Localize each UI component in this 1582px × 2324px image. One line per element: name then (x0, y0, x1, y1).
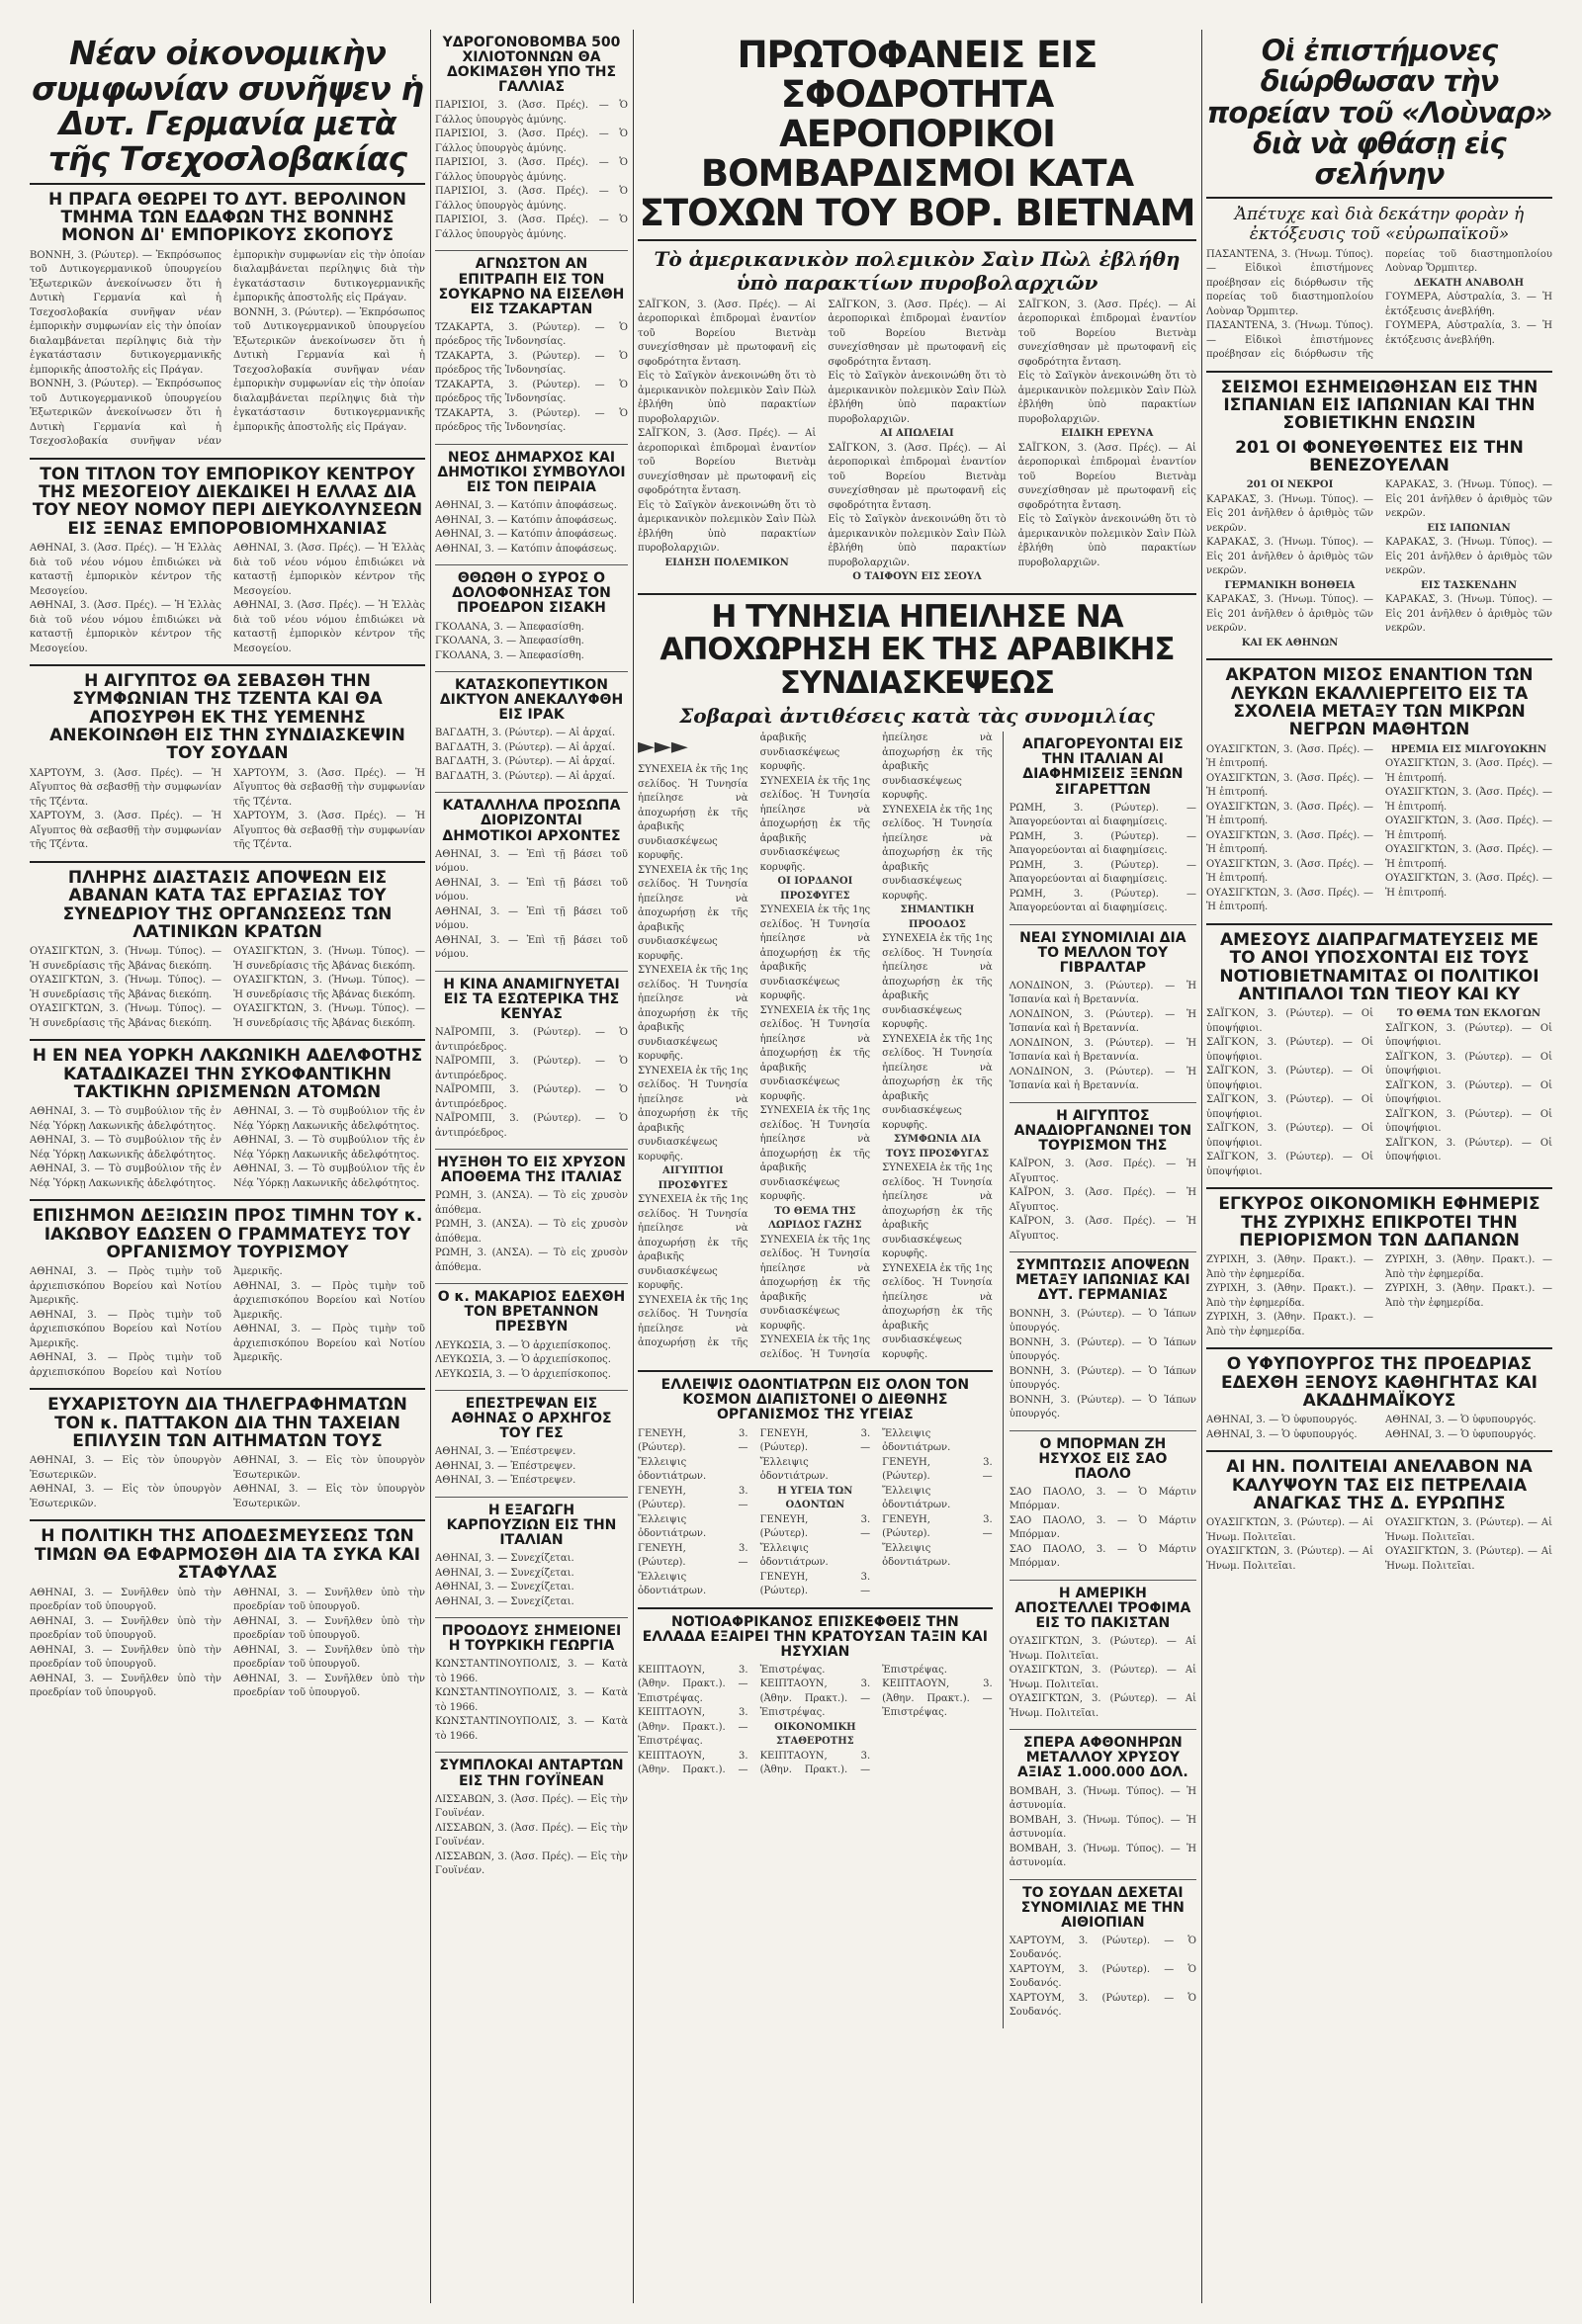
headline-pakistan-food: Η ΑΜΕΡΙΚΗ ΑΠΟΣΤΕΛΛΕΙ ΤΡΟΦΙΜΑ ΕΙΣ ΤΟ ΠΑΚΙΣΤΑΝ (1014, 1585, 1191, 1632)
section-label: ΕΙΣ ΙΑΠΩΝΙΑΝ (1427, 522, 1511, 534)
column-rule (1201, 30, 1202, 2303)
article-body: ΑΘΗΝΑΙ, 3. — Κατόπιν ἀποφάσεως. ΑΘΗΝΑΙ, 3. — Κατόπιν ἀποφάσεως. ΑΘΗΝΑΙ, 3. — Κατόπιν ἀποφάσεως. ΑΘΗΝΑΙ, 3. — Κατόπιν ἀποφάσεως. (435, 500, 617, 555)
headline-egypt-tourism: Η ΑΙΓΥΠΤΟΣ ΑΝΑΔΙΟΡΓΑΝΩΝΕΙ ΤΟΝ ΤΟΥΡΙΣΜΟΝ ΤΗΣ (1013, 1107, 1192, 1155)
headline-gibraltar: ΝΕΑΙ ΣΥΝΟΜΙΛΙΑΙ ΔΙΑ ΤΟ ΜΕΛΛΟΝ ΤΟΥ ΓΙΒΡΑΛΤΑΡ (1019, 929, 1186, 976)
article-body: ►►► ΣΥΝΕΧΕΙΑ ἐκ τῆς 1ης σελίδος. Ἡ Τυνησία ἠπείλησε νὰ ἀποχωρήσῃ ἐκ τῆς ἀραβικῆς συνδιασκέψεως κορυφῆς. ΣΥΝΕΧΕΙΑ ἐκ τῆς 1ης σελίδος. Ἡ Τυνησία ἠπείλησε νὰ ἀποχωρήσῃ ἐκ τῆς ἀραβικῆς συνδιασκέψεως κορυφῆς. ΣΥΝΕΧΕΙΑ ἐκ τῆς 1ης σελίδος. Ἡ Τυνησία ἠπείλησε νὰ ἀποχωρήσῃ ἐκ τῆς ἀραβικῆς συνδιασκέψεως κορυφῆς. ΣΥΝΕΧΕΙΑ ἐκ τῆς 1ης σελίδος. Ἡ Τυνησία ἠπείλησε νὰ ἀποχωρήσῃ ἐκ τῆς ἀραβικῆς συνδιασκέψεως κορυφῆς. ΑΙΓΥΠΤΙΟΙ ΠΡΟΣΦΥΓΕΣ ΣΥΝΕΧΕΙΑ ἐκ τῆς 1ης σελίδος. Ἡ Τυνησία ἠπείλησε νὰ ἀποχωρήσῃ ἐκ τῆς ἀραβικῆς συνδιασκέψεως κορυφῆς. ΣΥΝΕΧΕΙΑ ἐκ τῆς 1ης σελίδος. Ἡ Τυνησία ἠπείλησε νὰ ἀποχωρήσῃ ἐκ τῆς ἀραβικῆς συνδιασκέψεως κορυφῆς. ΣΥΝΕΧΕΙΑ ἐκ τῆς 1ης σελίδος. Ἡ Τυνησία ἠπείλησε νὰ ἀποχωρήσῃ ἐκ τῆς ἀραβικῆς συνδιασκέψεως κορυφῆς. ΟΙ ΙΟΡΔΑΝΟΙ ΠΡΟΣΦΥΓΕΣ ΣΥΝΕΧΕΙΑ ἐκ τῆς 1ης σελίδος. Ἡ Τυνησία ἠπείλησε νὰ ἀποχωρήσῃ ἐκ τῆς ἀραβικῆς συνδιασκέψεως κορυφῆς. ΣΥΝΕΧΕΙΑ ἐκ τῆς 1ης σελίδος. Ἡ Τυνησία ἠπείλησε νὰ ἀποχωρήσῃ ἐκ τῆς ἀραβικῆς συνδιασκέψεως κορυφῆς. ΣΥΝΕΧΕΙΑ ἐκ τῆς 1ης σελίδος. Ἡ Τυνησία ἠπείλησε νὰ ἀποχωρήσῃ ἐκ τῆς ἀραβικῆς συνδιασκέψεως κορυφῆς. ΤΟ ΘΕΜΑ ΤΗΣ ΛΩΡΙΔΟΣ ΓΑΖΗΣ ΣΥΝΕΧΕΙΑ ἐκ τῆς 1ης σελίδος. Ἡ Τυνησία ἠπείλησε νὰ ἀποχωρήσῃ ἐκ τῆς ἀραβικῆς συνδιασκέψεως κορυφῆς. ΣΥΝΕΧΕΙΑ ἐκ τῆς 1ης σελίδος. Ἡ Τυνησία ἠπείλησε νὰ ἀποχωρήσῃ ἐκ τῆς ἀραβικῆς συνδιασκέψεως κορυφῆς. ΣΥΝΕΧΕΙΑ ἐκ τῆς 1ης σελίδος. Ἡ Τυνησία ἠπείλησε νὰ ἀποχωρήσῃ ἐκ τῆς ἀραβικῆς συνδιασκέψεως κορυφῆς. ΣΗΜΑΝΤΙΚΗ ΠΡΟΟΔΟΣ ΣΥΝΕΧΕΙΑ ἐκ τῆς 1ης σελίδος. Ἡ Τυνησία ἠπείλησε νὰ ἀποχωρήσῃ ἐκ τῆς ἀραβικῆς συνδιασκέψεως κορυφῆς. ΣΥΝΕΧΕΙΑ ἐκ τῆς 1ης σελίδος. Ἡ Τυνησία ἠπείλησε νὰ ἀποχωρήσῃ ἐκ τῆς ἀραβικῆς συνδιασκέψεως κορυφῆς. ΣΥΜΦΩΝΙΑ ΔΙΑ ΤΟΥΣ ΠΡΟΣΦΥΓΑΣ ΣΥΝΕΧΕΙΑ ἐκ τῆς 1ης σελίδος. Ἡ Τυνησία ἠπείλησε νὰ ἀποχωρήσῃ ἐκ τῆς ἀραβικῆς συνδιασκέψεως κορυφῆς. ΣΥΝΕΧΕΙΑ ἐκ τῆς 1ης σελίδος. Ἡ Τυνησία ἠπείλησε νὰ ἀποχωρήσῃ ἐκ τῆς ἀραβικῆς συνδιασκέψεως κορυφῆς. (638, 732, 993, 1360)
arrows-icon: ►►► (638, 734, 688, 760)
article-body: ΑΘΗΝΑΙ, 3. — Συνεχίζεται. ΑΘΗΝΑΙ, 3. — Συνεχίζεται. ΑΘΗΝΑΙ, 3. — Συνεχίζεται. ΑΘΗΝΑΙ, 3. — Συνεχίζεται. (435, 1553, 574, 1607)
section-label: ΓΕΡΜΑΝΙΚΗ ΒΟΗΘΕΙΑ (1224, 579, 1356, 591)
headline-laconian-brotherhood: Η ΕΝ ΝΕΑ ΥΟΡΚΗ ΛΑΚΩΝΙΚΗ ΑΔΕΛΦΟΤΗΣ ΚΑΤΑΔΙΚΑΖΕΙ ΤΗΝ ΣΥΚΟΦΑΝΤΙΚΗΝ ΤΑΚΤΙΚΗΝ ΩΡΙΣΜΕΝΩΝ ΑΤΟΜΩΝ (32, 1046, 423, 1102)
section-label: ΕΙΣ ΤΑΣΚΕΝΔΗΝ (1421, 579, 1517, 591)
headline-germany-czech: Νέαν οἰκονομικὴν συμφωνίαν συνῆψεν ἡ Δυτ. Γερμανία μετὰ τῆς Τσεχοσλοβακίας (32, 34, 423, 178)
headline-piraeus-mayor: ΝΕΟΣ ΔΗΜΑΡΧΟΣ ΚΑΙ ΔΗΜΟΤΙΚΟΙ ΣΥΜΒΟΥΛΟΙ ΕΙΣ ΤΟΝ ΠΕΙΡΑΙΑ (437, 449, 626, 496)
article-body: ΣΑΪΓΚΟΝ, 3. (Ρώυτερ). — Οἱ ὑποψήφιοι. ΣΑΪΓΚΟΝ, 3. (Ρώυτερ). — Οἱ ὑποψήφιοι. ΣΑΪΓΚΟΝ, 3. (Ρώυτερ). — Οἱ ὑποψήφιοι. ΣΑΪΓΚΟΝ, 3. (Ρώυτερ). — Οἱ ὑποψήφιοι. ΣΑΪΓΚΟΝ, 3. (Ρώυτερ). — Οἱ ὑποψήφιοι. ΣΑΪΓΚΟΝ, 3. (Ρώυτερ). — Οἱ ὑποψήφιοι. ΤΟ ΘΕΜΑ ΤΩΝ ΕΚΛΟΓΩΝ ΣΑΪΓΚΟΝ, 3. (Ρώυτερ). — Οἱ ὑποψήφιοι. ΣΑΪΓΚΟΝ, 3. (Ρώυτερ). — Οἱ ὑποψήφιοι. ΣΑΪΓΚΟΝ, 3. (Ρώυτερ). — Οἱ ὑποψήφιοι. ΣΑΪΓΚΟΝ, 3. (Ρώυτερ). — Οἱ ὑποψήφιοι. ΣΑΪΓΚΟΝ, 3. (Ρώυτερ). — Οἱ ὑποψήφιοι. (1206, 1008, 1552, 1177)
article-body: ΒΑΓΔΑΤΗ, 3. (Ρώυτερ). — Αἱ ἀρχαί. ΒΑΓΔΑΤΗ, 3. (Ρώυτερ). — Αἱ ἀρχαί. ΒΑΓΔΑΤΗ, 3. (Ρώυτερ). — Αἱ ἀρχαί. ΒΑΓΔΑΤΗ, 3. (Ρώυτερ). — Αἱ ἀρχαί. (435, 728, 616, 782)
article-body: ΣΑΟ ΠΑΟΛΟ, 3. — Ὁ Μάρτιν Μπόρμαν. ΣΑΟ ΠΑΟΛΟ, 3. — Ὁ Μάρτιν Μπόρμαν. ΣΑΟ ΠΑΟΛΟ, 3. — Ὁ Μάρτιν Μπόρμαν. (1009, 1486, 1196, 1570)
article-body: ΒΟΜΒΑΗ, 3. (Ἡνωμ. Τύπος). — Ἡ ἀστυνομία. ΒΟΜΒΑΗ, 3. (Ἡνωμ. Τύπος). — Ἡ ἀστυνομία. ΒΟΜΒΑΗ, 3. (Ἡνωμ. Τύπος). — Ἡ ἀστυνομία. (1009, 1785, 1196, 1869)
headline-h-bomb: ΥΔΡΟΓΟΝΟΒΟΜΒΑ 500 ΧΙΛΙΟΤΟΝΝΩΝ ΘΑ ΔΟΚΙΜΑΣΘΗ ΥΠΟ ΤΗΣ ΓΑΛΛΙΑΣ (442, 35, 621, 96)
section-label: ΗΡΕΜΙΑ ΕΙΣ ΜΙΛΓΟΥΩΚΗΝ (1390, 743, 1547, 755)
section-label: 201 ΟΙ ΝΕΚΡΟΙ (1246, 479, 1334, 491)
article-body: ΚΑΪΡΟΝ, 3. (Ἀσσ. Πρές). — Ἡ Αἴγυπτος. ΚΑΪΡΟΝ, 3. (Ἀσσ. Πρές). — Ἡ Αἴγυπτος. ΚΑΪΡΟΝ, 3. (Ἀσσ. Πρές). — Ἡ Αἴγυπτος. (1009, 1159, 1196, 1242)
article-body: ΒΟΝΝΗ, 3. (Ρώυτερ). — Ὁ Ἰάπων ὑπουργός. ΒΟΝΝΗ, 3. (Ρώυτερ). — Ὁ Ἰάπων ὑπουργός. ΒΟΝΝΗ, 3. (Ρώυτερ). — Ὁ Ἰάπων ὑπουργός. ΒΟΝΝΗ, 3. (Ρώυτερ). — Ὁ Ἰάπων ὑπουργός. (1009, 1308, 1196, 1420)
headline-gold-bombay: ΣΠΕΡΑ ΑΦΘΟΝΗΡΩΝ ΜΕΤΑΛΛΟΥ ΧΡΥΣΟΥ ΑΞΙΑΣ 1.000.000 ΔΟΛ. (1016, 1735, 1188, 1781)
article-body: ΧΑΡΤΟΥΜ, 3. (Ἀσσ. Πρές). — Ἡ Αἴγυπτος θὰ σεβασθῇ τὴν συμφωνίαν τῆς Τζέντα. ΧΑΡΤΟΥΜ, 3. (Ἀσσ. Πρές). — Ἡ Αἴγυπτος θὰ σεβασθῇ τὴν συμφωνίαν τῆς Τζέντα. ΧΑΡΤΟΥΜ, 3. (Ἀσσ. Πρές). — Ἡ Αἴγυπτος θὰ σεβασθῇ τὴν συμφωνίαν τῆς Τζέντα. ΧΑΡΤΟΥΜ, 3. (Ἀσσ. Πρές). — Ἡ Αἴγυπτος θὰ σεβασθῇ τὴν συμφωνίαν τῆς Τζέντα. (30, 767, 425, 851)
headline-hanoi-negotiations: ΑΜΕΣΟΥΣ ΔΙΑΠΡΑΓΜΑΤΕΥΣΕΙΣ ΜΕ ΤΟ ΑΝΟΙ ΥΠΟΣΧΟΝΤΑΙ ΕΙΣ ΤΟΥΣ ΝΟΤΙΟΒΙΕΤΝΑΜΙΤΑΣ ΟΙ ΠΟΛΙΤΙΚΟΙ ΑΝΤΙΠΑΛΟΙ ΤΩΝ ΤΙΕΟΥ ΚΑΙ ΚΥ (1219, 929, 1539, 1004)
headline-japan-germany: ΣΥΜΠΤΩΣΙΣ ΑΠΟΨΕΩΝ ΜΕΤΑΞΥ ΙΑΠΩΝΙΑΣ ΚΑΙ ΔΥΤ. ΓΕΡΜΑΝΙΑΣ (1015, 1257, 1190, 1304)
article-body: ΟΥΑΣΙΓΚΤΩΝ, 3. (Ἡνωμ. Τύπος). — Ἡ συνεδρίασις τῆς Ἀβάνας διεκόπη. ΟΥΑΣΙΓΚΤΩΝ, 3. (Ἡνωμ. Τύπος). — Ἡ συνεδρίασις τῆς Ἀβάνας διεκόπη. ΟΥΑΣΙΓΚΤΩΝ, 3. (Ἡνωμ. Τύπος). — Ἡ συνεδρίασις τῆς Ἀβάνας διεκόπη. ΟΥΑΣΙΓΚΤΩΝ, 3. (Ἡνωμ. Τύπος). — Ἡ συνεδρίασις τῆς Ἀβάνας διεκόπη. ΟΥΑΣΙΓΚΤΩΝ, 3. (Ἡνωμ. Τύπος). — Ἡ συνεδρίασις τῆς Ἀβάνας διεκόπη. ΟΥΑΣΙΓΚΤΩΝ, 3. (Ἡνωμ. Τύπος). — Ἡ συνεδρίασις τῆς Ἀβάνας διεκόπη. (30, 946, 425, 1029)
section-label: ΕΙΔΙΚΗ ΕΡΕΥΝΑ (1061, 428, 1154, 440)
section-label: ΑΙΓΥΠΤΙΟΙ ΠΡΟΣΦΥΓΕΣ (658, 1165, 728, 1191)
article-body: ΣΑΪΓΚΟΝ, 3. (Ἀσσ. Πρές). — Αἱ ἀεροπορικαὶ ἐπιδρομαὶ ἐναντίον τοῦ Βορείου Βιετνὰμ συνεχίσθησαν μὲ πρωτοφανῆ εἰς σφοδρότητα ἔνταση. Εἰς τὸ Σαϊγκὸν ἀνεκοινώθη ὅτι τὸ ἀμερικανικὸν πολεμικὸν Σαὶν Πὼλ ἐβλήθη ὑπὸ παρακτίων πυροβολαρχιῶν. ΣΑΪΓΚΟΝ, 3. (Ἀσσ. Πρές). — Αἱ ἀεροπορικαὶ ἐπιδρομαὶ ἐναντίον τοῦ Βορείου Βιετνὰμ συνεχίσθησαν μὲ πρωτοφανῆ εἰς σφοδρότητα ἔνταση. Εἰς τὸ Σαϊγκὸν ἀνεκοινώθη ὅτι τὸ ἀμερικανικὸν πολεμικὸν Σαὶν Πὼλ ἐβλήθη ὑπὸ παρακτίων πυροβολαρχιῶν. ΕΙΔΗΣΗ ΠΟΛΕΜΙΚΟΝ ΣΑΪΓΚΟΝ, 3. (Ἀσσ. Πρές). — Αἱ ἀεροπορικαὶ ἐπιδρομαὶ ἐναντίον τοῦ Βορείου Βιετνὰμ συνεχίσθησαν μὲ πρωτοφανῆ εἰς σφοδρότητα ἔνταση. Εἰς τὸ Σαϊγκὸν ἀνεκοινώθη ὅτι τὸ ἀμερικανικὸν πολεμικὸν Σαὶν Πὼλ ἐβλήθη ὑπὸ παρακτίων πυροβολαρχιῶν. ΑΙ ΑΠΩΛΕΙΑΙ ΣΑΪΓΚΟΝ, 3. (Ἀσσ. Πρές). — Αἱ ἀεροπορικαὶ ἐπιδρομαὶ ἐναντίον τοῦ Βορείου Βιετνὰμ συνεχίσθησαν μὲ πρωτοφανῆ εἰς σφοδρότητα ἔνταση. Εἰς τὸ Σαϊγκὸν ἀνεκοινώθη ὅτι τὸ ἀμερικανικὸν πολεμικὸν Σαὶν Πὼλ ἐβλήθη ὑπὸ παρακτίων πυροβολαρχιῶν. Ο ΤΑΙΦΟΥΝ ΕΙΣ ΣΕΟΥΛ ΣΑΪΓΚΟΝ, 3. (Ἀσσ. Πρές). — Αἱ ἀεροπορικαὶ ἐπιδρομαὶ ἐναντίον τοῦ Βορείου Βιετνὰμ συνεχίσθησαν μὲ πρωτοφανῆ εἰς σφοδρότητα ἔνταση. Εἰς τὸ Σαϊγκὸν ἀνεκοινώθη ὅτι τὸ ἀμερικανικὸν πολεμικὸν Σαὶν Πὼλ ἐβλήθη ὑπὸ παρακτίων πυροβολαρχιῶν. ΕΙΔΙΚΗ ΕΡΕΥΝΑ ΣΑΪΓΚΟΝ, 3. (Ἀσσ. Πρές). — Αἱ ἀεροπορικαὶ ἐπιδρομαὶ ἐναντίον τοῦ Βορείου Βιετνὰμ συνεχίσθησαν μὲ πρωτοφανῆ εἰς σφοδρότητα ἔνταση. Εἰς τὸ Σαϊγκὸν ἀνεκοινώθη ὅτι τὸ ἀμερικανικὸν πολεμικὸν Σαὶν Πὼλ ἐβλήθη ὑπὸ παρακτίων πυροβολαρχιῶν. (638, 299, 1196, 585)
column-2 (435, 30, 628, 1887)
article-body: ΓΚΟΛΑΝΑ, 3. — Ἀπεφασίσθη. ΓΚΟΛΑΝΑ, 3. — Ἀπεφασίσθη. ΓΚΟΛΑΝΑ, 3. — Ἀπεφασίσθη. (435, 621, 584, 661)
section-label: Ο ΤΑΙΦΟΥΝ ΕΙΣ ΣΕΟΥΛ (852, 571, 982, 583)
headline-havana-conference: ΠΛΗΡΗΣ ΔΙΑΣΤΑΣΙΣ ΑΠΟΨΕΩΝ ΕΙΣ ΑΒΑΝΑΝ ΚΑΤΑ ΤΑΣ ΕΡΓΑΣΙΑΣ ΤΟΥ ΣΥΝΕΔΡΙΟΥ ΤΗΣ ΟΡΓΑΝΩΣΕΩΣ ΤΩΝ ΛΑΤΙΝΙΚΩΝ ΚΡΑΤΩΝ (62, 867, 393, 942)
subheadline-saint-paul: Τὸ ἀμερικανικὸν πολεμικὸν Σαὶν Πὼλ ἐβλήθη ὑπὸ παρακτίων πυροβολαρχιῶν (654, 246, 1181, 295)
tunisia-side-column (1003, 732, 1196, 2028)
headline-hatred-schools: ΑΚΡΑΤΟΝ ΜΙΣΟΣ ΕΝΑΝΤΙΟΝ ΤΩΝ ΛΕΥΚΩΝ ΕΚΑΛΛΙΕΡΓΕΙΤΟ ΕΙΣ ΤΑ ΣΧΟΛΕΙΑ ΜΕΤΑΞΥ ΤΩΝ ΜΙΚΡΩΝ ΝΕΓΡΩΝ ΜΑΘΗΤΩΝ (1225, 665, 1534, 740)
headline-guinea-clashes: ΣΥΜΠΛΟΚΑΙ ΑΝΤΑΡΤΩΝ ΕΙΣ ΤΗΝ ΓΟΥΪΝΕΑΝ (439, 1758, 624, 1789)
headline-makarios: Ο κ. ΜΑΚΑΡΙΟΣ ΕΔΕΧΘΗ ΤΟΝ ΒΡΕΤΑΝΝΟΝ ΠΡΕΣΒΥΝ (437, 1289, 626, 1335)
column-rule (633, 30, 634, 2303)
section-label: ΣΥΜΦΩΝΙΑ ΔΙΑ ΤΟΥΣ ΠΡΟΣΦΥΓΑΣ (885, 1134, 990, 1160)
article-body: ΡΩΜΗ, 3. (ΑΝΣΑ). — Τὸ εἰς χρυσὸν ἀπόθεμα. ΡΩΜΗ, 3. (ΑΝΣΑ). — Τὸ εἰς χρυσὸν ἀπόθεμα. ΡΩΜΗ, 3. (ΑΝΣΑ). — Τὸ εἰς χρυσὸν ἀπόθεμα. (435, 1190, 628, 1273)
column-3 (638, 30, 1196, 2028)
article-body: ΑΘΗΝΑΙ, 3. (Ἀσσ. Πρές). — Ἡ Ἑλλὰς διὰ τοῦ νέου νόμου ἐπιδιώκει νὰ καταστῇ ἐμπορικὸν κέντρον τῆς Μεσογείου. ΑΘΗΝΑΙ, 3. (Ἀσσ. Πρές). — Ἡ Ἑλλὰς διὰ τοῦ νέου νόμου ἐπιδιώκει νὰ καταστῇ ἐμπορικὸν κέντρον τῆς Μεσογείου. ΑΘΗΝΑΙ, 3. (Ἀσσ. Πρές). — Ἡ Ἑλλὰς διὰ τοῦ νέου νόμου ἐπιδιώκει νὰ καταστῇ ἐμπορικὸν κέντρον τῆς Μεσογείου. ΑΘΗΝΑΙ, 3. (Ἀσσ. Πρές). — Ἡ Ἑλλὰς διὰ τοῦ νέου νόμου ἐπιδιώκει νὰ καταστῇ ἐμπορικὸν κέντρον τῆς Μεσογείου. (30, 543, 425, 654)
section-label: Η ΥΓΕΙΑ ΤΩΝ ΟΔΟΝΤΩΝ (777, 1485, 853, 1510)
headline-china-kenya: Η ΚΙΝΑ ΑΝΑΜΙΓΝΥΕΤΑΙ ΕΙΣ ΤΑ ΕΣΩΤΕΡΙΚΑ ΤΗΣ ΚΕΝΥΑΣ (443, 976, 620, 1022)
article-body: ΑΘΗΝΑΙ, 3. — Ὁ ὑφυπουργός. ΑΘΗΝΑΙ, 3. — Ὁ ὑφυπουργός. ΑΘΗΝΑΙ, 3. — Ὁ ὑφυπουργός. ΑΘΗΝΑΙ, 3. — Ὁ ὑφυπουργός. (1206, 1415, 1537, 1440)
article-body: ΟΥΑΣΙΓΚΤΩΝ, 3. (Ρώυτερ). — Αἱ Ἡνωμ. Πολιτεῖαι. ΟΥΑΣΙΓΚΤΩΝ, 3. (Ρώυτερ). — Αἱ Ἡνωμ. Πολιτεῖαι. ΟΥΑΣΙΓΚΤΩΝ, 3. (Ρώυτερ). — Αἱ Ἡνωμ. Πολιτεῖαι. (1009, 1636, 1196, 1719)
headline-south-african: ΝΟΤΙΟΑΦΡΙΚΑΝΟΣ ΕΠΙΣΚΕΦΘΕΙΣ ΤΗΝ ΕΛΛΑΔΑ ΕΞΑΙΡΕΙ ΤΗΝ ΚΡΑΤΟΥΣΑΝ ΤΑΞΙΝ ΚΑΙ ΗΣΥΧΙΑΝ (642, 1613, 988, 1660)
headline-municipal-leaders: ΚΑΤΑΛΛΗΛΑ ΠΡΟΣΩΠΑ ΔΙΟΡΙΖΟΝΤΑΙ ΔΗΜΟΤΙΚΟΙ ΑΡΧΟΝΤΕΣ (442, 798, 621, 844)
article-body: ΟΥΑΣΙΓΚΤΩΝ, 3. (Ἀσσ. Πρές). — Ἡ ἐπιτροπή. ΟΥΑΣΙΓΚΤΩΝ, 3. (Ἀσσ. Πρές). — Ἡ ἐπιτροπή. ΟΥΑΣΙΓΚΤΩΝ, 3. (Ἀσσ. Πρές). — Ἡ ἐπιτροπή. ΟΥΑΣΙΓΚΤΩΝ, 3. (Ἀσσ. Πρές). — Ἡ ἐπιτροπή. ΟΥΑΣΙΓΚΤΩΝ, 3. (Ἀσσ. Πρές). — Ἡ ἐπιτροπή. ΟΥΑΣΙΓΚΤΩΝ, 3. (Ἀσσ. Πρές). — Ἡ ἐπιτροπή. ΗΡΕΜΙΑ ΕΙΣ ΜΙΛΓΟΥΩΚΗΝ ΟΥΑΣΙΓΚΤΩΝ, 3. (Ἀσσ. Πρές). — Ἡ ἐπιτροπή. ΟΥΑΣΙΓΚΤΩΝ, 3. (Ἀσσ. Πρές). — Ἡ ἐπιτροπή. ΟΥΑΣΙΓΚΤΩΝ, 3. (Ἀσσ. Πρές). — Ἡ ἐπιτροπή. ΟΥΑΣΙΓΚΤΩΝ, 3. (Ἀσσ. Πρές). — Ἡ ἐπιτροπή. ΟΥΑΣΙΓΚΤΩΝ, 3. (Ἀσσ. Πρές). — Ἡ ἐπιτροπή. (1206, 743, 1552, 913)
article-body: ΡΩΜΗ, 3. (Ρώυτερ). — Ἀπαγορεύονται αἱ διαφημίσεις. ΡΩΜΗ, 3. (Ρώυτερ). — Ἀπαγορεύονται αἱ διαφημίσεις. ΡΩΜΗ, 3. (Ρώυτερ). — Ἀπαγορεύονται αἱ διαφημίσεις. ΡΩΜΗ, 3. (Ρώυτερ). — Ἀπαγορεύονται αἱ διαφημίσεις. (1009, 802, 1196, 914)
section-label: ΤΟ ΘΕΜΑ ΤΗΣ ΛΩΡΙΔΟΣ ΓΑΖΗΣ (768, 1205, 862, 1232)
section-label: ΕΙΔΗΣΗ ΠΟΛΕΜΙΚΟΝ (664, 557, 789, 568)
tunisia-article (638, 732, 993, 2028)
headline-mediterranean-trade: ΤΟΝ ΤΙΤΛΟΝ ΤΟΥ ΕΜΠΟΡΙΚΟΥ ΚΕΝΤΡΟΥ ΤΗΣ ΜΕΣΟΓΕΙΟΥ ΔΙΕΚΔΙΚΕΙ Η ΕΛΛΑΣ ΔΙΑ ΤΟΥ ΝΕΟΥ ΝΟΜΟΥ ΠΕΡΙ ΔΙΕΥΚΟΛΥΝΣΕΩΝ ΕΙΣ ΞΕΝΑΣ ΕΜΠΟΡΟΒΙΟΜΗΧΑΝΙΑΣ (32, 464, 423, 539)
headline-price-policy: Η ΠΟΛΙΤΙΚΗ ΤΗΣ ΑΠΟΔΕΣΜΕΥΣΕΩΣ ΤΩΝ ΤΙΜΩΝ ΘΑ ΕΦΑΡΜΟΣΘΗ ΔΙΑ ΤΑ ΣΥΚΑ ΚΑΙ ΣΤΑΦΥΛΑΣ (34, 1526, 421, 1584)
headline-us-oil: ΑΙ ΗΝ. ΠΟΛΙΤΕΙΑΙ ΑΝΕΛΑΒΟΝ ΝΑ ΚΑΛΥΨΟΥΝ ΤΑΣ ΕΙΣ ΠΕΤΡΕΛΑΙΑ ΑΝΑΓΚΑΣ ΤΗΣ Δ. ΕΥΡΩΠΗΣ (1226, 1457, 1533, 1514)
article-body: ΑΘΗΝΑΙ, 3. — Τὸ συμβούλιον τῆς ἐν Νέᾳ Ὑόρκῃ Λακωνικῆς ἀδελφότητος. ΑΘΗΝΑΙ, 3. — Τὸ συμβούλιον τῆς ἐν Νέᾳ Ὑόρκῃ Λακωνικῆς ἀδελφότητος. ΑΘΗΝΑΙ, 3. — Τὸ συμβούλιον τῆς ἐν Νέᾳ Ὑόρκῃ Λακωνικῆς ἀδελφότητος. ΑΘΗΝΑΙ, 3. — Τὸ συμβούλιον τῆς ἐν Νέᾳ Ὑόρκῃ Λακωνικῆς ἀδελφότητος. ΑΘΗΝΑΙ, 3. — Τὸ συμβούλιον τῆς ἐν Νέᾳ Ὑόρκῃ Λακωνικῆς ἀδελφότητος. ΑΘΗΝΑΙ, 3. — Τὸ συμβούλιον τῆς ἐν Νέᾳ Ὑόρκῃ Λακωνικῆς ἀδελφότητος. (30, 1106, 425, 1189)
article-body: ΖΥΡΙΧΗ, 3. (Ἀθην. Πρακτ.). — Ἀπὸ τὴν ἐφημερίδα. ΖΥΡΙΧΗ, 3. (Ἀθην. Πρακτ.). — Ἀπὸ τὴν ἐφημερίδα. ΖΥΡΙΧΗ, 3. (Ἀθην. Πρακτ.). — Ἀπὸ τὴν ἐφημερίδα. ΖΥΡΙΧΗ, 3. (Ἀθην. Πρακτ.). — Ἀπὸ τὴν ἐφημερίδα. ΖΥΡΙΧΗ, 3. (Ἀθην. Πρακτ.). — Ἀπὸ τὴν ἐφημερίδα. (1206, 1254, 1552, 1337)
headline-italy-gold: ΗΥΞΗΘΗ ΤΟ ΕΙΣ ΧΡΥΣΟΝ ΑΠΟΘΕΜΑ ΤΗΣ ΙΤΑΛΙΑΣ (437, 1155, 626, 1186)
section-label: ΣΗΜΑΝΤΙΚΗ ΠΡΟΟΔΟΣ (900, 904, 975, 930)
article-body: ΚΕΙΠΤΑΟΥΝ, 3. (Ἀθην. Πρακτ.). — Ἐπιστρέψας. ΚΕΙΠΤΑΟΥΝ, 3. (Ἀθην. Πρακτ.). — Ἐπιστρέψας. ΚΕΙΠΤΑΟΥΝ, 3. (Ἀθην. Πρακτ.). — Ἐπιστρέψας. ΚΕΙΠΤΑΟΥΝ, 3. (Ἀθην. Πρακτ.). — Ἐπιστρέψας. ΟΙΚΟΝΟΜΙΚΗ ΣΤΑΘΕΡΟΤΗΣ ΚΕΙΠΤΑΟΥΝ, 3. (Ἀθην. Πρακτ.). — Ἐπιστρέψας. ΚΕΙΠΤΑΟΥΝ, 3. (Ἀθην. Πρακτ.). — Ἐπιστρέψας. (638, 1664, 993, 1776)
headline-earthquakes: ΣΕΙΣΜΟΙ ΕΣΗΜΕΙΩΘΗΣΑΝ ΕΙΣ ΤΗΝ ΙΣΠΑΝΙΑΝ ΕΙΣ ΙΑΠΩΝΙΑΝ ΚΑΙ ΤΗΝ ΣΟΒΙΕΤΙΚΗΝ ΕΝΩΣΙΝ (1220, 377, 1538, 434)
article-body: ΠΑΣΑΝΤΕΝΑ, 3. (Ἡνωμ. Τύπος). — Εἰδικοὶ ἐπιστήμονες προέβησαν εἰς διόρθωσιν τῆς πορείας τοῦ διαστημοπλοίου Λοὺναρ Ὄρμπιτερ. ΠΑΣΑΝΤΕΝΑ, 3. (Ἡνωμ. Τύπος). — Εἰδικοὶ ἐπιστήμονες προέβησαν εἰς διόρθωσιν τῆς πορείας τοῦ διαστημοπλοίου Λοὺναρ Ὄρμπιτερ. ΔΕΚΑΤΗ ΑΝΑΒΟΛΗ ΓΟΥΜΕΡΑ, Αὐστραλία, 3. — Ἡ ἐκτόξευσις ἀνεβλήθη. ΓΟΥΜΕΡΑ, Αὐστραλία, 3. — Ἡ ἐκτόξευσις ἀνεβλήθη. (1206, 248, 1552, 361)
article-body: 201 ΟΙ ΝΕΚΡΟΙ ΚΑΡΑΚΑΣ, 3. (Ἡνωμ. Τύπος). — Εἰς 201 ἀνῆλθεν ὁ ἀριθμὸς τῶν νεκρῶν. ΚΑΡΑΚΑΣ, 3. (Ἡνωμ. Τύπος). — Εἰς 201 ἀνῆλθεν ὁ ἀριθμὸς τῶν νεκρῶν. ΓΕΡΜΑΝΙΚΗ ΒΟΗΘΕΙΑ ΚΑΡΑΚΑΣ, 3. (Ἡνωμ. Τύπος). — Εἰς 201 ἀνῆλθεν ὁ ἀριθμὸς τῶν νεκρῶν. ΚΑΙ ΕΚ ΑΘΗΝΩΝ ΚΑΡΑΚΑΣ, 3. (Ἡνωμ. Τύπος). — Εἰς 201 ἀνῆλθεν ὁ ἀριθμὸς τῶν νεκρῶν. ΕΙΣ ΙΑΠΩΝΙΑΝ ΚΑΡΑΚΑΣ, 3. (Ἡνωμ. Τύπος). — Εἰς 201 ἀνῆλθεν ὁ ἀριθμὸς τῶν νεκρῶν. ΕΙΣ ΤΑΣΚΕΝΔΗΝ ΚΑΡΑΚΑΣ, 3. (Ἡνωμ. Τύπος). — Εἰς 201 ἀνῆλθεν ὁ ἀριθμὸς τῶν νεκρῶν. (1206, 478, 1552, 650)
article-body: ΝΑΪΡΟΜΠΙ, 3. (Ρώυτερ). — Ὁ ἀντιπρόεδρος. ΝΑΪΡΟΜΠΙ, 3. (Ρώυτερ). — Ὁ ἀντιπρόεδρος. ΝΑΪΡΟΜΠΙ, 3. (Ρώυτερ). — Ὁ ἀντιπρόεδρος. ΝΑΪΡΟΜΠΙ, 3. (Ρώυτερ). — Ὁ ἀντιπρόεδρος. (435, 1027, 628, 1139)
subheadline-prague: Η ΠΡΑΓΑ ΘΕΩΡΕΙ ΤΟ ΔΥΤ. ΒΕΡΟΛΙΝΟΝ ΤΜΗΜΑ ΤΩΝ ΕΔΑΦΩΝ ΤΗΣ ΒΟΝΝΗΣ ΜΟΝΟΝ ΔΙ' ΕΜΠΟΡΙΚΟΥΣ ΣΚΟΠΟΥΣ (47, 189, 406, 246)
headline-lunar: Οἱ ἐπιστήμονες διώρθωσαν τὴν πορείαν τοῦ «Λοὺναρ» διὰ νὰ φθάσῃ εἰς σελήνην (1206, 34, 1552, 192)
article-body: ΑΘΗΝΑΙ, 3. — Ἐπέστρεψεν. ΑΘΗΝΑΙ, 3. — Ἐπέστρεψεν. ΑΘΗΝΑΙ, 3. — Ἐπέστρεψεν. (435, 1446, 576, 1487)
headline-watermelon-export: Η ΕΞΑΓΩΓΗ ΚΑΡΠΟΥΖΙΩΝ ΕΙΣ ΤΗΝ ΙΤΑΛΙΑΝ (446, 1502, 617, 1549)
article-body: ΑΘΗΝΑΙ, 3. — Εἰς τὸν ὑπουργὸν Ἐσωτερικῶν. ΑΘΗΝΑΙ, 3. — Εἰς τὸν ὑπουργὸν Ἐσωτερικῶν. ΑΘΗΝΑΙ, 3. — Εἰς τὸν ὑπουργὸν Ἐσωτερικῶν. ΑΘΗΝΑΙ, 3. — Εἰς τὸν ὑπουργὸν Ἐσωτερικῶν. (30, 1455, 425, 1509)
section-label: ΤΟ ΘΕΜΑ ΤΩΝ ΕΚΛΟΓΩΝ (1396, 1008, 1541, 1020)
article-body: ΠΑΡΙΣΙΟΙ, 3. (Ἀσσ. Πρές). — Ὁ Γάλλος ὑπουργὸς ἀμύνης. ΠΑΡΙΣΙΟΙ, 3. (Ἀσσ. Πρές). — Ὁ Γάλλος ὑπουργὸς ἀμύνης. ΠΑΡΙΣΙΟΙ, 3. (Ἀσσ. Πρές). — Ὁ Γάλλος ὑπουργὸς ἀμύνης. ΠΑΡΙΣΙΟΙ, 3. (Ἀσσ. Πρές). — Ὁ Γάλλος ὑπουργὸς ἀμύνης. ΠΑΡΙΣΙΟΙ, 3. (Ἀσσ. Πρές). — Ὁ Γάλλος ὑπουργὸς ἀμύνης. (435, 100, 628, 240)
headline-italy-cigarettes: ΑΠΑΓΟΡΕΥΟΝΤΑΙ ΕΙΣ ΤΗΝ ΙΤΑΛΙΑΝ ΑΙ ΔΙΑΦΗΜΙΣΕΙΣ ΞΕΝΩΝ ΣΙΓΑΡΕΤΤΩΝ (1022, 736, 1184, 798)
headline-undersecretary: Ο ΥΦΥΠΟΥΡΓΟΣ ΤΗΣ ΠΡΟΕΔΡΙΑΣ ΕΔΕΧΘΗ ΞΕΝΟΥΣ ΚΑΘΗΓΗΤΑΣ ΚΑΙ ΑΚΑΔΗΜΑΪΚΟΥΣ (1221, 1354, 1538, 1412)
headline-bormann: Ο ΜΠΟΡΜΑΝ ΖΗ ΗΣΥΧΟΣ ΕΙΣ ΣΑΟ ΠΑΟΛΟ (1038, 1435, 1168, 1482)
article-body: ΛΙΣΣΑΒΩΝ, 3. (Ἀσσ. Πρές). — Εἰς τὴν Γουϊνέαν. ΛΙΣΣΑΒΩΝ, 3. (Ἀσσ. Πρές). — Εἰς τὴν Γουϊνέαν. ΛΙΣΣΑΒΩΝ, 3. (Ἀσσ. Πρές). — Εἰς τὴν Γουϊνέαν. (435, 1793, 628, 1877)
headline-turkish-agriculture: ΠΡΟΟΔΟΥΣ ΣΗΜΕΙΟΝΕΙ Η ΤΟΥΡΚΙΚΗ ΓΕΩΡΓΙΑ (441, 1623, 622, 1655)
article-body: ΧΑΡΤΟΥΜ, 3. (Ρώυτερ). — Ὁ Σουδανός. ΧΑΡΤΟΥΜ, 3. (Ρώυτερ). — Ὁ Σουδανός. ΧΑΡΤΟΥΜ, 3. (Ρώυτερ). — Ὁ Σουδανός. (1009, 1935, 1196, 2019)
subheadline-lunar: Ἀπέτυχε καὶ διὰ δεκάτην φορὰν ἡ ἐκτόξευσις τοῦ «εὐρωπαϊκοῦ» (1234, 204, 1525, 244)
article-body: ΒΟΝΝΗ, 3. (Ρώυτερ). — Ἐκπρόσωπος τοῦ Δυτικογερμανικοῦ ὑπουργείου Ἐξωτερικῶν ἀνεκοίνωσεν ὅτι ἡ Δυτικὴ Γερμανία καὶ ἡ Τσεχοσλοβακία συνῆψαν νέαν ἐμπορικὴν συμφωνίαν εἰς τὴν ὁποίαν διαλαμβάνεται περίληψις διὰ τὴν ἐγκατάστασιν δυτικογερμανικῆς ἐμπορικῆς ἀποστολῆς εἰς Πράγαν. ΒΟΝΝΗ, 3. (Ρώυτερ). — Ἐκπρόσωπος τοῦ Δυτικογερμανικοῦ ὑπουργείου Ἐξωτερικῶν ἀνεκοίνωσεν ὅτι ἡ Δυτικὴ Γερμανία καὶ ἡ Τσεχοσλοβακία συνῆψαν νέαν ἐμπορικὴν συμφωνίαν εἰς τὴν ὁποίαν διαλαμβάνεται περίληψις διὰ τὴν ἐγκατάστασιν δυτικογερμανικῆς ἐμπορικῆς ἀποστολῆς εἰς Πράγαν. ΒΟΝΝΗ, 3. (Ρώυτερ). — Ἐκπρόσωπος τοῦ Δυτικογερμανικοῦ ὑπουργείου Ἐξωτερικῶν ἀνεκοίνωσεν ὅτι ἡ Δυτικὴ Γερμανία καὶ ἡ Τσεχοσλοβακία συνῆψαν νέαν ἐμπορικὴν συμφωνίαν εἰς τὴν ὁποίαν διαλαμβάνεται περίληψις διὰ τὴν ἐγκατάστασιν δυτικογερμανικῆς ἐμπορικῆς ἀποστολῆς εἰς Πράγαν. (30, 249, 425, 448)
article-body: ΚΩΝΣΤΑΝΤΙΝΟΥΠΟΛΙΣ, 3. — Κατὰ τὸ 1966. ΚΩΝΣΤΑΝΤΙΝΟΥΠΟΛΙΣ, 3. — Κατὰ τὸ 1966. ΚΩΝΣΤΑΝΤΙΝΟΥΠΟΛΙΣ, 3. — Κατὰ τὸ 1966. (435, 1659, 628, 1742)
column-rule (430, 30, 431, 2303)
subheadline-tunisia: Σοβαραὶ ἀντιθέσεις κατὰ τὰς συνομιλίας (679, 704, 1155, 729)
section-label: ΟΙ ΙΟΡΔΑΝΟΙ ΠΡΟΣΦΥΓΕΣ (777, 876, 853, 902)
column-4 (1206, 30, 1552, 1582)
section-label: ΚΑΙ ΕΚ ΑΘΗΝΩΝ (1241, 637, 1339, 648)
headline-spy-network-iraq: ΚΑΤΑΣΚΟΠΕΥΤΙΚΟΝ ΔΙΚΤΥΟΝ ΑΝΕΚΑΛΥΦΘΗ ΕΙΣ ΙΡΑΚ (439, 677, 624, 724)
headline-ges-chief: ΕΠΕΣΤΡΕΨΑΝ ΕΙΣ ΑΘΗΝΑΣ Ο ΑΡΧΗΓΟΣ ΤΟΥ ΓΕΣ (451, 1396, 612, 1442)
article-body: ΑΘΗΝΑΙ, 3. — Συνῆλθεν ὑπὸ τὴν προεδρίαν τοῦ ὑπουργοῦ. ΑΘΗΝΑΙ, 3. — Συνῆλθεν ὑπὸ τὴν προεδρίαν τοῦ ὑπουργοῦ. ΑΘΗΝΑΙ, 3. — Συνῆλθεν ὑπὸ τὴν προεδρίαν τοῦ ὑπουργοῦ. ΑΘΗΝΑΙ, 3. — Συνῆλθεν ὑπὸ τὴν προεδρίαν τοῦ ὑπουργοῦ. ΑΘΗΝΑΙ, 3. — Συνῆλθεν ὑπὸ τὴν προεδρίαν τοῦ ὑπουργοῦ. ΑΘΗΝΑΙ, 3. — Συνῆλθεν ὑπὸ τὴν προεδρίαν τοῦ ὑπουργοῦ. ΑΘΗΝΑΙ, 3. — Συνῆλθεν ὑπὸ τὴν προεδρίαν τοῦ ὑπουργοῦ. ΑΘΗΝΑΙ, 3. — Συνῆλθεν ὑπὸ τὴν προεδρίαν τοῦ ὑπουργοῦ. (30, 1587, 425, 1699)
headline-pattakos-thanks: ΕΥΧΑΡΙΣΤΟΥΝ ΔΙΑ ΤΗΛΕΓΡΑΦΗΜΑΤΩΝ ΤΟΝ κ. ΠΑΤΤΑΚΟΝ ΔΙΑ ΤΗΝ ΤΑΧΕΙΑΝ ΕΠΙΛΥΣΙΝ ΤΩΝ ΑΙΤΗΜΑΤΩΝ ΤΟΥΣ (47, 1395, 407, 1452)
column-1 (30, 30, 425, 1709)
headline-vietnam-bombing: ΠΡΩΤΟΦΑΝΕΙΣ ΕΙΣ ΣΦΟΔΡΟΤΗΤΑ ΑΕΡΟΠΟΡΙΚΟΙ ΒΟΜΒΑΡΔΙΣΜΟΙ ΚΑΤΑ ΣΤΟΧΩΝ ΤΟΥ ΒΟΡ. ΒΙΕΤΝΑΜ (639, 34, 1195, 234)
headline-zurich-paper: ΕΓΚΥΡΟΣ ΟΙΚΟΝΟΜΙΚΗ ΕΦΗΜΕΡΙΣ ΤΗΣ ΖΥΡΙΧΗΣ ΕΠΙΚΡΟΤΕΙ ΤΗΝ ΠΕΡΙΟΡΙΣΜΟΝ ΤΩΝ ΔΑΠΑΝΩΝ (1218, 1194, 1540, 1250)
headline-egypt-yemen: Η ΑΙΓΥΠΤΟΣ ΘΑ ΣΕΒΑΣΘΗ ΤΗΝ ΣΥΜΦΩΝΙΑΝ ΤΗΣ ΤΖΕΝΤΑ ΚΑΙ ΘΑ ΑΠΟΣΥΡΘΗ ΕΚ ΤΗΣ ΥΕΜΕΝΗΣ ΑΝΕΚΟΙΝΩΘΗ ΕΙΣ ΤΗΝ ΣΥΝΔΙΑΣΚΕΨΙΝ ΤΟΥ ΣΟΥΔΑΝ (49, 671, 405, 764)
headline-sukarno: ΑΓΝΩΣΤΟΝ ΑΝ ΕΠΙΤΡΑΠΗ ΕΙΣ ΤΟΝ ΣΟΥΚΑΡΝΟ ΝΑ ΕΙΣΕΛΘΗ ΕΙΣ ΤΖΑΚΑΡΤΑΝ (438, 256, 625, 317)
article-body: ΟΥΑΣΙΓΚΤΩΝ, 3. (Ρώυτερ). — Αἱ Ἡνωμ. Πολιτεῖαι. ΟΥΑΣΙΓΚΤΩΝ, 3. (Ρώυτερ). — Αἱ Ἡνωμ. Πολιτεῖαι. ΟΥΑΣΙΓΚΤΩΝ, 3. (Ρώυτερ). — Αἱ Ἡνωμ. Πολιτεῖαι. ΟΥΑΣΙΓΚΤΩΝ, 3. (Ρώυτερ). — Αἱ Ἡνωμ. Πολιτεῖαι. (1206, 1517, 1552, 1572)
headline-reception-iakovos: ΕΠΙΣΗΜΟΝ ΔΕΞΙΩΣΙΝ ΠΡΟΣ ΤΙΜΗΝ ΤΟΥ κ. ΙΑΚΩΒΟΥ ΕΔΩΣΕΝ Ο ΓΡΑΜΜΑΤΕΥΣ ΤΟΥ ΟΡΓΑΝΙΣΜΟΥ ΤΟΥΡΙΣΜΟΥ (32, 1206, 423, 1263)
article-body: ΛΕΥΚΩΣΙΑ, 3. — Ὁ ἀρχιεπίσκοπος. ΛΕΥΚΩΣΙΑ, 3. — Ὁ ἀρχιεπίσκοπος. ΛΕΥΚΩΣΙΑ, 3. — Ὁ ἀρχιεπίσκοπος. (435, 1339, 611, 1380)
headline-tunisia: Η ΤΥΝΗΣΙΑ ΗΠΕΙΛΗΣΕ ΝΑ ΑΠΟΧΩΡΗΣΗ ΕΚ ΤΗΣ ΑΡΑΒΙΚΗΣ ΣΥΝΔΙΑΣΚΕΨΕΩΣ (659, 598, 1175, 701)
article-body: ΤΖΑΚΑΡΤΑ, 3. (Ρώυτερ). — Ὁ πρόεδρος τῆς Ἰνδονησίας. ΤΖΑΚΑΡΤΑ, 3. (Ρώυτερ). — Ὁ πρόεδρος τῆς Ἰνδονησίας. ΤΖΑΚΑΡΤΑ, 3. (Ρώυτερ). — Ὁ πρόεδρος τῆς Ἰνδονησίας. ΤΖΑΚΑΡΤΑ, 3. (Ρώυτερ). — Ὁ πρόεδρος τῆς Ἰνδονησίας. (435, 321, 628, 434)
headline-sudan-ethiopia: ΤΟ ΣΟΥΔΑΝ ΔΕΧΕΤΑΙ ΣΥΝΟΜΙΛΙΑΣ ΜΕ ΤΗΝ ΑΙΘΙΟΠΙΑΝ (1020, 1884, 1185, 1931)
section-label: ΑΙ ΑΠΩΛΕΙΑΙ (880, 428, 954, 440)
article-body: ΛΟΝΔΙΝΟΝ, 3. (Ρώυτερ). — Ἡ Ἱσπανία καὶ ἡ Βρεταννία. ΛΟΝΔΙΝΟΝ, 3. (Ρώυτερ). — Ἡ Ἱσπανία καὶ ἡ Βρεταννία. ΛΟΝΔΙΝΟΝ, 3. (Ρώυτερ). — Ἡ Ἱσπανία καὶ ἡ Βρεταννία. ΛΟΝΔΙΝΟΝ, 3. (Ρώυτερ). — Ἡ Ἱσπανία καὶ ἡ Βρεταννία. (1009, 980, 1196, 1092)
article-body: ΑΘΗΝΑΙ, 3. — Ἐπὶ τῇ βάσει τοῦ νόμου. ΑΘΗΝΑΙ, 3. — Ἐπὶ τῇ βάσει τοῦ νόμου. ΑΘΗΝΑΙ, 3. — Ἐπὶ τῇ βάσει τοῦ νόμου. ΑΘΗΝΑΙ, 3. — Ἐπὶ τῇ βάσει τοῦ νόμου. (435, 848, 628, 961)
headline-venezuela-deaths: 201 ΟΙ ΦΟΝΕΥΘΕΝΤΕΣ ΕΙΣ ΤΗΝ ΒΕΝΕΖΟΥΕΛΑΝ (1235, 437, 1524, 475)
headline-dentists: ΕΛΛΕΙΨΙΣ ΟΔΟΝΤΙΑΤΡΩΝ ΕΙΣ ΟΛΟΝ ΤΟΝ ΚΟΣΜΟΝ ΔΙΑΠΙΣΤΟΝΕΙ Ο ΔΙΕΘΝΗΣ ΟΡΓΑΝΙΣΜΟΣ ΤΗΣ ΥΓΕΙΑΣ (660, 1377, 970, 1423)
article-body: ΑΘΗΝΑΙ, 3. — Πρὸς τιμὴν τοῦ ἀρχιεπισκόπου Βορείου καὶ Νοτίου Ἀμερικῆς. ΑΘΗΝΑΙ, 3. — Πρὸς τιμὴν τοῦ ἀρχιεπισκόπου Βορείου καὶ Νοτίου Ἀμερικῆς. ΑΘΗΝΑΙ, 3. — Πρὸς τιμὴν τοῦ ἀρχιεπισκόπου Βορείου καὶ Νοτίου Ἀμερικῆς. ΑΘΗΝΑΙ, 3. — Πρὸς τιμὴν τοῦ ἀρχιεπισκόπου Βορείου καὶ Νοτίου Ἀμερικῆς. ΑΘΗΝΑΙ, 3. — Πρὸς τιμὴν τοῦ ἀρχιεπισκόπου Βορείου καὶ Νοτίου Ἀμερικῆς. (30, 1266, 425, 1378)
article-body: ΓΕΝΕΥΗ, 3. (Ρώυτερ). — Ἔλλειψις ὀδοντιάτρων. ΓΕΝΕΥΗ, 3. (Ρώυτερ). — Ἔλλειψις ὀδοντιάτρων. ΓΕΝΕΥΗ, 3. (Ρώυτερ). — Ἔλλειψις ὀδοντιάτρων. ΓΕΝΕΥΗ, 3. (Ρώυτερ). — Ἔλλειψις ὀδοντιάτρων. Η ΥΓΕΙΑ ΤΩΝ ΟΔΟΝΤΩΝ ΓΕΝΕΥΗ, 3. (Ρώυτερ). — Ἔλλειψις ὀδοντιάτρων. ΓΕΝΕΥΗ, 3. (Ρώυτερ). — Ἔλλειψις ὀδοντιάτρων. ΓΕΝΕΥΗ, 3. (Ρώυτερ). — Ἔλλειψις ὀδοντιάτρων. ΓΕΝΕΥΗ, 3. (Ρώυτερ). — Ἔλλειψις ὀδοντιάτρων. (638, 1427, 993, 1596)
section-label: ΟΙΚΟΝΟΜΙΚΗ ΣΤΑΘΕΡΟΤΗΣ (774, 1721, 856, 1748)
section-label: ΔΕΚΑΤΗ ΑΝΑΒΟΛΗ (1413, 277, 1525, 289)
headline-syrian-acquitted: ΘΘΩΘΗ Ο ΣΥΡΟΣ Ο ΔΟΛΟΦΟΝΗΣΑΣ ΤΟΝ ΠΡΟΕΔΡΟΝ ΣΙΣΑΚΗ (452, 570, 611, 617)
